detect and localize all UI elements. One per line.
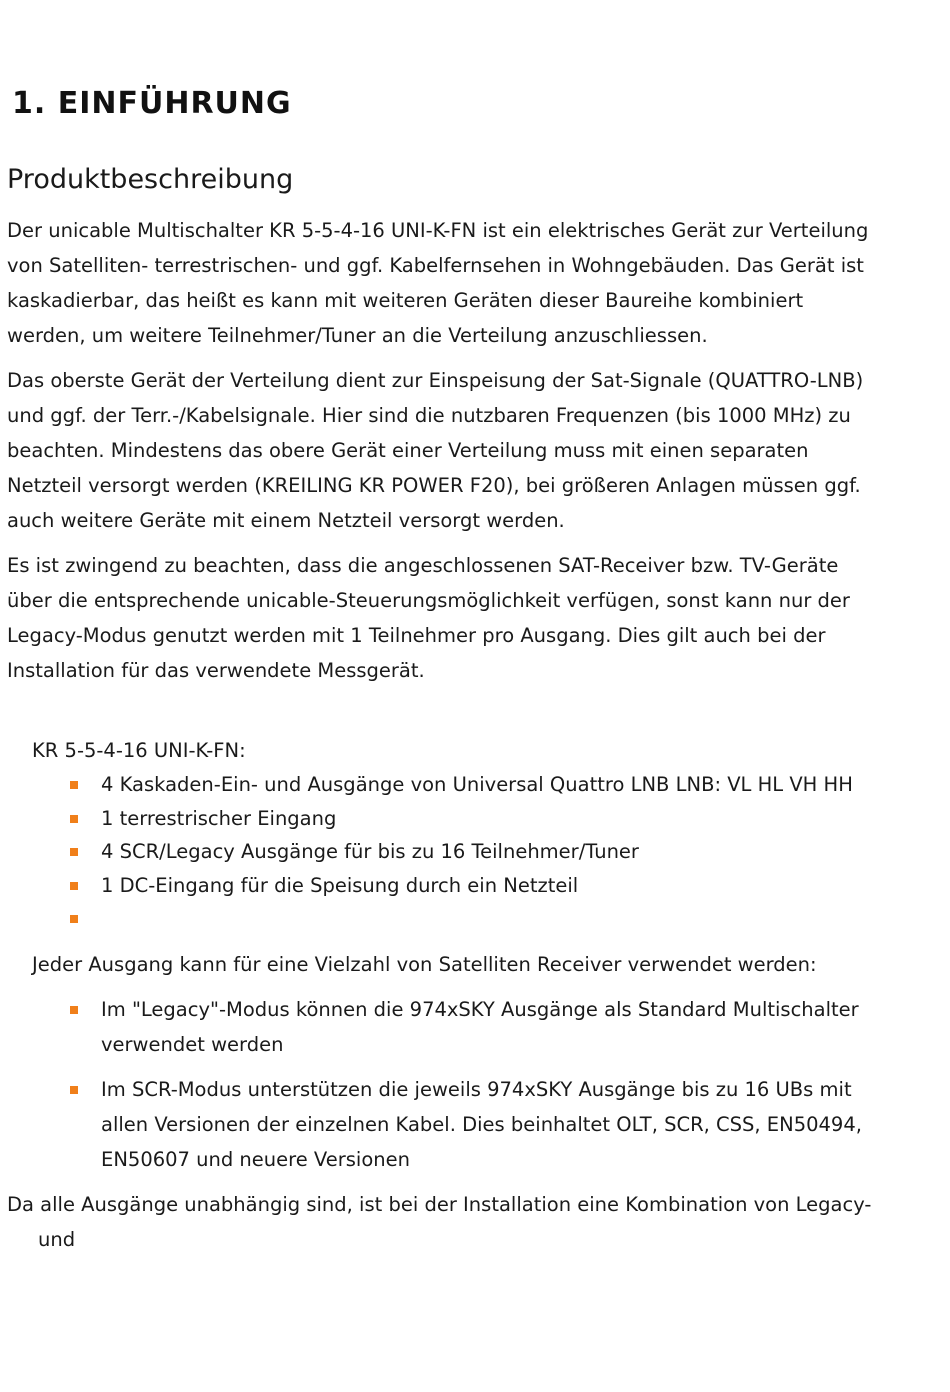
feature-list xyxy=(0,768,871,936)
feature-text: 4 SCR/Legacy Ausgänge für bis zu 16 Teilnehmer/Tuner xyxy=(101,840,639,864)
square-bullet-icon xyxy=(70,1086,78,1094)
list-item xyxy=(0,902,871,936)
list-item xyxy=(0,992,871,1062)
square-bullet-icon xyxy=(70,1006,78,1014)
mode-list xyxy=(0,992,871,1187)
list-item xyxy=(0,768,871,802)
feature-text: 1 terrestrischer Eingang xyxy=(101,806,337,830)
list-item xyxy=(0,802,871,836)
section-heading: 1. EINFÜHRUNG xyxy=(12,86,292,121)
list-item xyxy=(0,869,871,903)
subsection-heading: Produktbeschreibung xyxy=(7,164,294,195)
mode-text: Im SCR-Modus unterstützen die jeweils 974xSKY Ausgänge bis zu 16 UBs mit allen Versionen der einzelnen Kabel. Dies beinhaltet OLT, SCR, CSS, EN50494, EN50607 und neuere Versionen xyxy=(101,1078,862,1171)
closing-paragraph xyxy=(7,1187,887,1257)
square-bullet-icon xyxy=(70,815,78,823)
closing-line-1: Da alle Ausgänge unabhängig sind, ist bei der Installation eine Kombination von Legacy- xyxy=(7,1193,872,1216)
paragraph-top-device: Das oberste Gerät der Verteilung dient zur Einspeisung der Sat-Signale (QUATTRO-LNB) und ggf. der Terr.-/Kabelsignale. Hier sind die nutzbaren Frequenzen (bis 1000 MHz) zu beachten. Mindestens das obere Gerät einer Verteilung muss mit einen separaten Netzteil versorgt werden (KREILING KR POWER F20), bei größeren Anlagen müssen ggf. auch weitere Geräte mit einem Netzteil versorgt werden. xyxy=(7,369,864,532)
square-bullet-icon xyxy=(70,848,78,856)
paragraph-receiver-note: Es ist zwingend zu beachten, dass die angeschlossenen SAT-Receiver bzw. TV-Geräte über die entsprechende unicable-Steuerungsmöglichkeit verfügen, sonst kann nur der Legacy-Modus genutzt werden mit 1 Teilnehmer pro Ausgang. Dies gilt auch bei der Installation für das verwendete Messgerät. xyxy=(7,554,850,682)
closing-line-2: und xyxy=(38,1228,76,1251)
square-bullet-icon xyxy=(70,915,78,923)
square-bullet-icon xyxy=(70,781,78,789)
feature-text: 4 Kaskaden-Ein- und Ausgänge von Universal Quattro LNB LNB: VL HL VH HH xyxy=(101,773,853,796)
list-item xyxy=(0,835,871,869)
paragraph-product-intro: Der unicable Multischalter KR 5-5-4-16 UNI-K-FN ist ein elektrisches Gerät zur Verteilung von Satelliten- terrestrischen- und ggf. Kabelfernsehen in Wohngebäuden. Das Gerät ist kaskadierbar, das heißt es kann mit weiteren Geräten dieser Baureihe kombiniert werden, um weitere Teilnehmer/Tuner an die Verteilung anzuschliessen. xyxy=(7,219,869,347)
feature-text: 1 DC-Eingang für die Speisung durch ein Netzteil xyxy=(101,873,579,897)
square-bullet-icon xyxy=(70,882,78,890)
product-label: KR 5-5-4-16 UNI-K-FN: xyxy=(32,739,246,762)
list-item xyxy=(0,1072,871,1177)
outputs-intro: Jeder Ausgang kann für eine Vielzahl von Satelliten Receiver verwendet werden: xyxy=(32,953,817,976)
mode-text: Im "Legacy"-Modus können die 974xSKY Ausgänge als Standard Multischalter verwendet werden xyxy=(101,998,859,1056)
